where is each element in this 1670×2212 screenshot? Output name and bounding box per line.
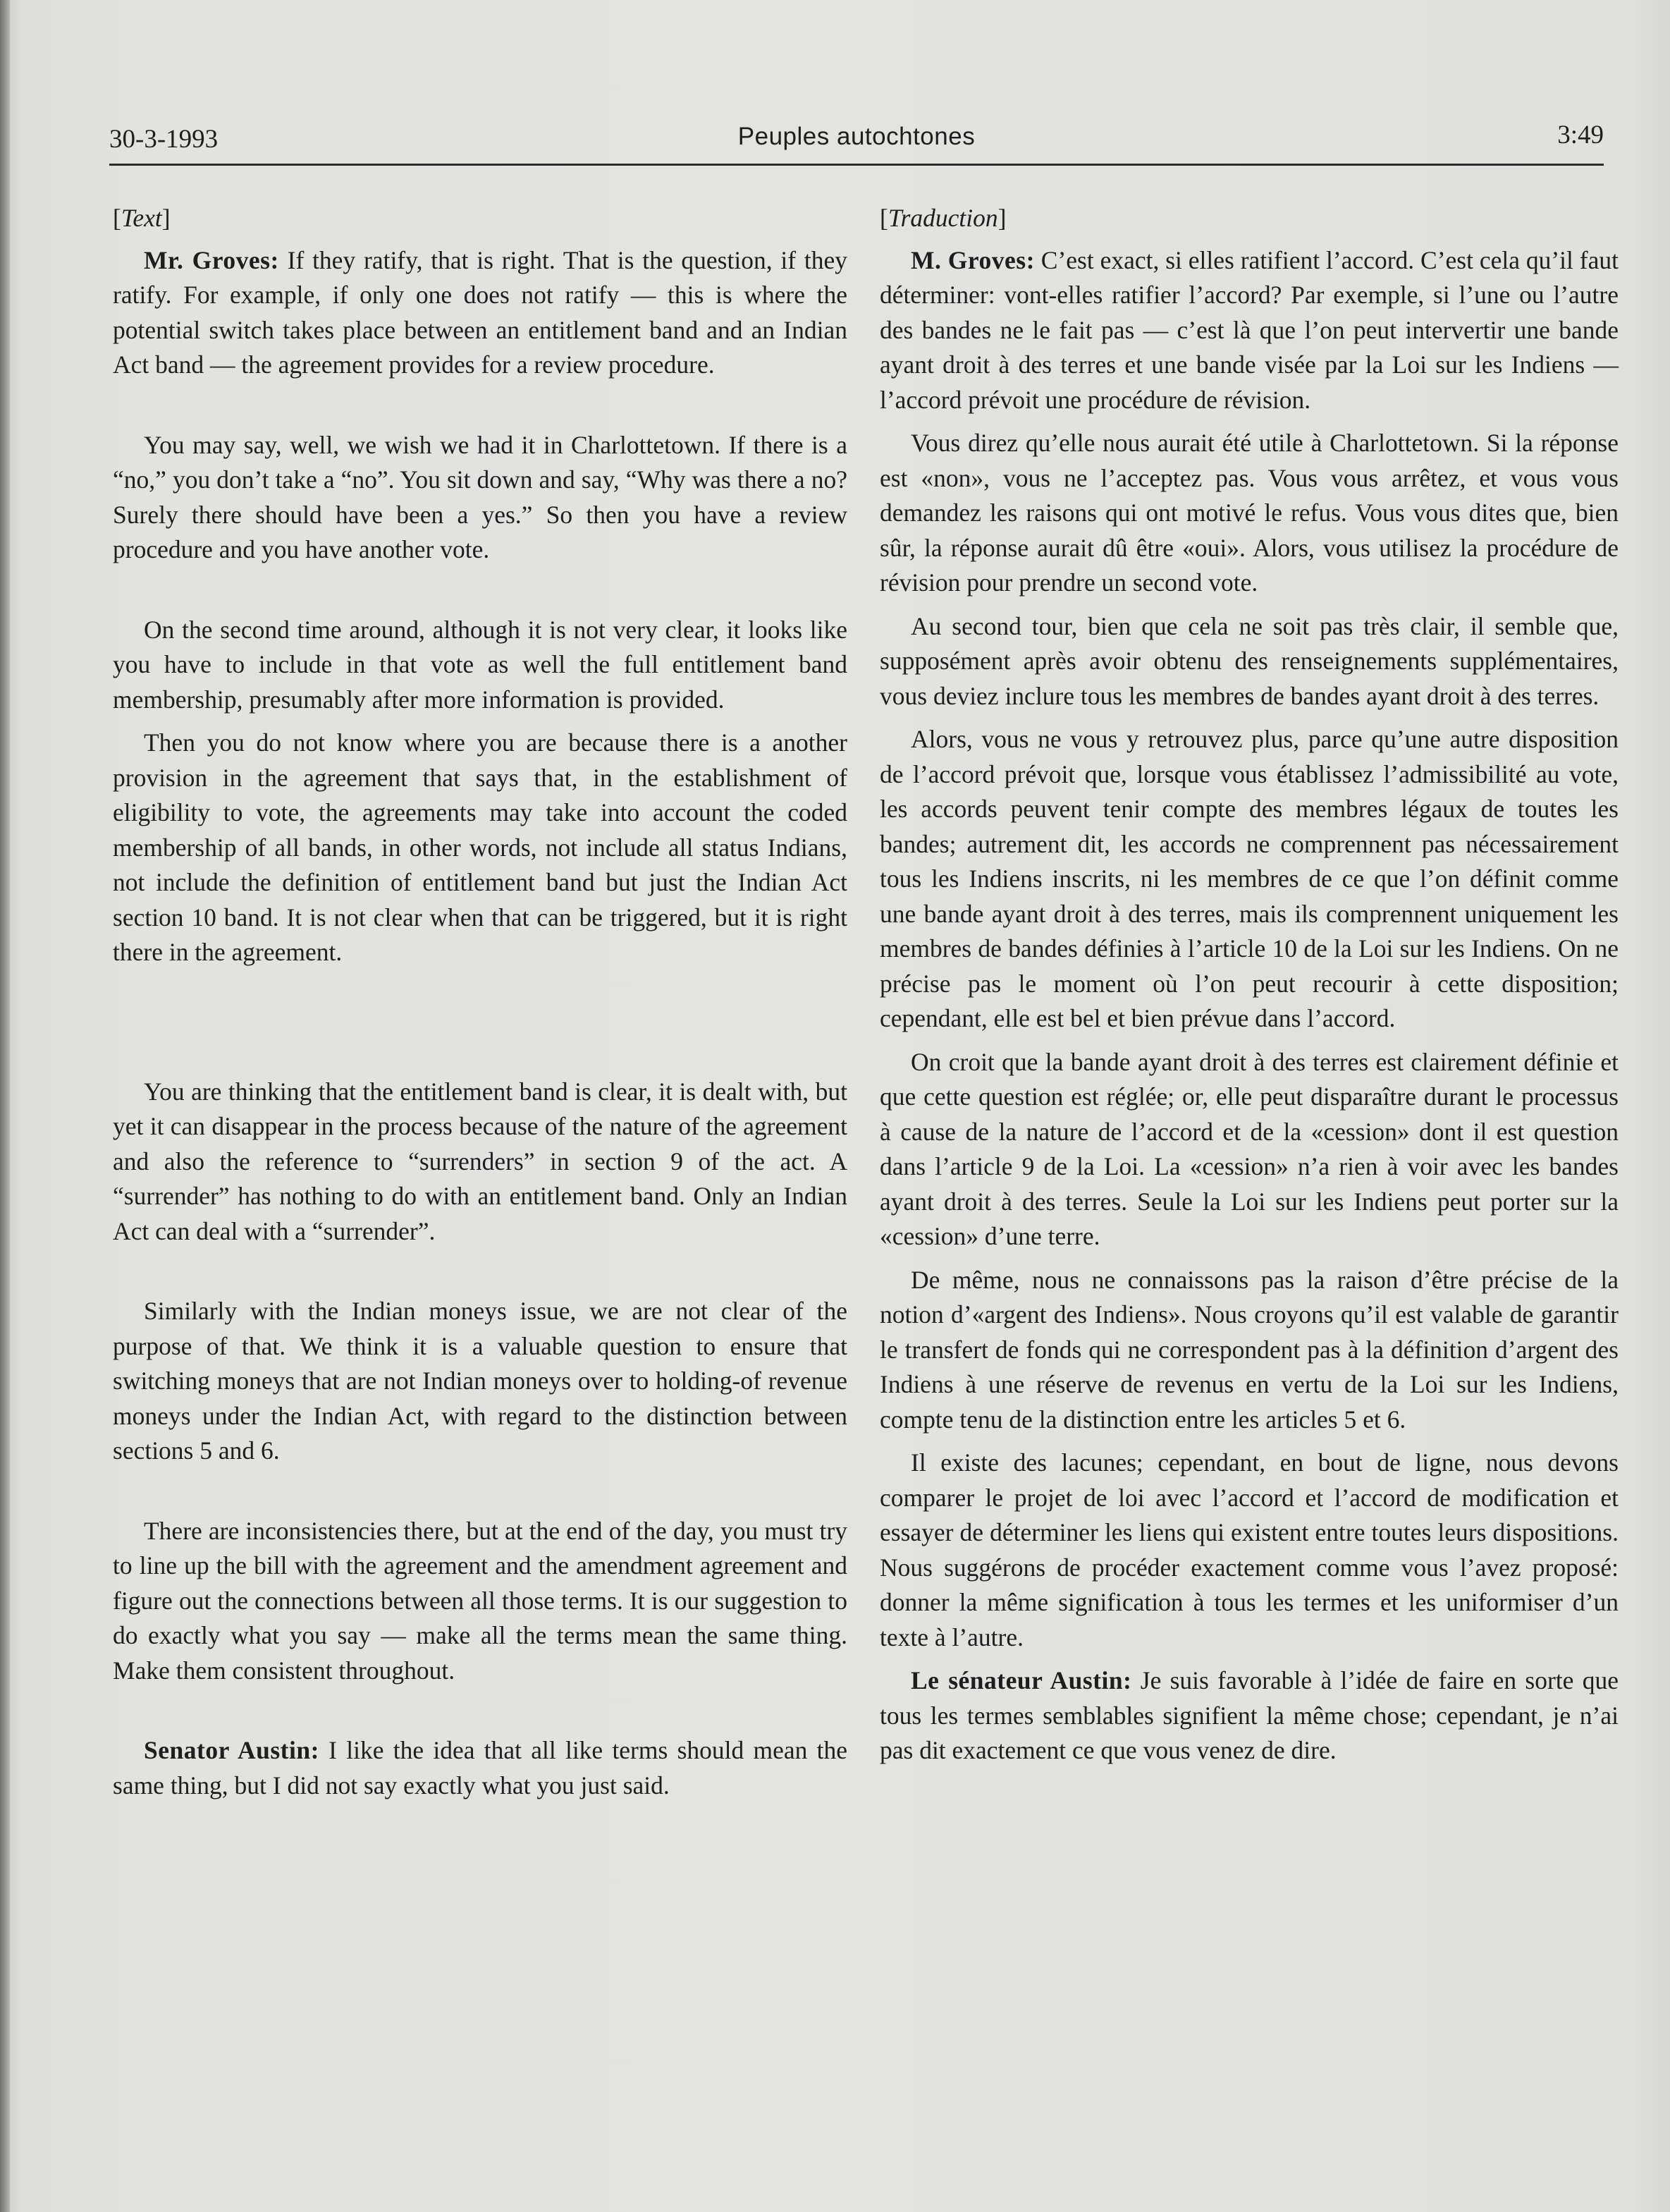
paragraph: You may say, well, we wish we had it in Charlottetown. If there is a “no,” you don’t take a “no”. You sit down and say, “Why was there a no? Surely there should have been a yes.” So then you have a review procedure and you have another vote.: [113, 430, 847, 563]
paragraph: Senator Austin: I like the idea that all like terms should mean the same thing, but I did not say exactly what you just said.: [113, 1736, 847, 1799]
binding-edge: [0, 0, 10, 2212]
paragraph: On croit que la bande ayant droit à des terres est clairement définie et que cette question est réglée; or, elle peut disparaître durant le processus à cause de la nature de l’accord et de la «cession» dont il est question dans l’article 9 de la Loi. La «cession» n’a rien à voir avec les bandes ayant droit à des terres. Seule la Loi sur les Indiens peut porter sur la «cession» d’une terre.: [880, 1047, 1619, 1250]
paragraph: Vous direz qu’elle nous aurait été utile à Charlottetown. Si la réponse est «non», vous ne l’acceptez pas. Vous vous arrêtez, et vous vous demandez les raisons qui ont motivé le refus. Vous vous dites que, bien sûr, la réponse aurait dû être «oui». Alors, vous utilisez la procédure de révision pour prendre un second vote.: [880, 429, 1619, 597]
paragraph: Alors, vous ne vous y retrouvez plus, parce qu’une autre disposition de l’accord prévoit que, lorsque vous établissez l’admissibilité au vote, les accords peuvent tenir compte des membres légaux de toutes les bandes; autrement dit, les accords ne comprennent pas nécessairement tous les Indiens inscrits, ni les membres de ce que l’on définit comme une bande ayant droit à des terres, mais ils comprennent uniquement les membres de bandes définies à l’article 10 de la Loi sur les Indiens. On ne précise pas le moment où l’on peut recourir à cette disposition; cependant, elle est bel et bien prévue dans l’accord.: [880, 725, 1619, 1032]
speaker-name: Senator Austin:: [144, 1736, 319, 1764]
header-title: Peuples autochtones: [737, 123, 976, 150]
language-tag: [Text]: [113, 204, 171, 232]
paragraph: Then you do not know where you are because there is a another provision in the agreement that says that, in the establishment of eligibility to vote, the agreements may take into account the coded membership of all bands, in other words, not include all status Indians, not include the definition of entitlement band but just the Indian Act section 10 band. It is not clear when that can be triggered, but it is right there in the agreement.: [113, 728, 847, 966]
paragraph: Similarly with the Indian moneys issue, we are not clear of the purpose of that. We think it is a valuable question to ensure that switching moneys that are not Indian moneys over to holding-of revenue moneys under the Indian Act, with regard to the distinction between sections 5 and 6.: [113, 1297, 847, 1465]
speaker-name: M. Groves:: [911, 245, 1035, 274]
paragraph: Il existe des lacunes; cependant, en bout de ligne, nous devons comparer le projet de loi avec l’accord et l’accord de modification et essayer de déterminer les liens qui existent entre toutes leurs dispositions. Nous suggérons de procéder exactement comme vous l’avez proposé: donner la même signification à tous les termes et les uniformiser d’un texte à l’autre.: [880, 1448, 1619, 1651]
paragraph: On the second time around, although it is not very clear, it looks like you have to include in that vote as well the full entitlement band membership, presumably after more information is provided.: [113, 615, 847, 714]
paragraph: Le sénateur Austin: Je suis favorable à l’idée de faire en sorte que tous les termes semblables signifient la même chose; cependant, je n’ai pas dit exactement ce que vous venez de dire.: [880, 1666, 1619, 1764]
page-header: [109, 120, 1604, 162]
right-column-french: [880, 201, 1619, 1777]
page-number: 3:49: [1557, 121, 1604, 149]
speaker-name: Le sénateur Austin:: [911, 1666, 1132, 1694]
speaker-name: Mr. Groves:: [144, 245, 279, 274]
paragraph: M. Groves: C’est exact, si elles ratifient l’accord. C’est cela qu’il faut déterminer: vont-elles ratifier l’accord? Par exemple, si l’une ou l’autre des bandes ne le fait pas — c’est là que l’on peut intervertir une bande ayant droit à des terres et une bande visée par la Loi sur les Indiens — l’accord prévoit une procédure de révision.: [880, 245, 1619, 414]
paragraph: Mr. Groves: If they ratify, that is right. That is the question, if they ratify. For example, if only one does not ratify — this is where the potential switch takes place between an entitlement band and an Indian Act band — the agreement provides for a review procedure.: [113, 245, 847, 379]
header-rule: [109, 164, 1604, 166]
paragraph: De même, nous ne connaissons pas la raison d’être précise de la notion d’«argent des Indiens». Nous croyons qu’il est valable de garantir le transfert de fonds qui ne correspondent pas à la définition d’argent des Indiens à une réserve de revenus en vertu de la Loi sur les Indiens, compte tenu de la distinction entre les articles 5 et 6.: [880, 1265, 1619, 1434]
paragraph: You are thinking that the entitlement band is clear, it is dealt with, but yet it can disappear in the process because of the nature of the agreement and also the reference to “surrenders” in section 9 of the act. A “surrender” has nothing to do with an entitlement band. Only an Indian Act can deal with a “surrender”.: [113, 1077, 847, 1245]
language-tag: [Traduction]: [880, 204, 1007, 232]
paragraph: There are inconsistencies there, but at the end of the day, you must try to line up the bill with the agreement and the amendment agreement and figure out the connections between all those terms. It is our suggestion to do exactly what you say — make all the terms mean the same thing. Make them consistent throughout.: [113, 1516, 847, 1685]
left-column-english: [113, 201, 847, 1803]
paragraph: Au second tour, bien que cela ne soit pas très clair, il semble que, supposément après avoir obtenu des renseignements supplémentaires, vous deviez inclure tous les membres de bandes ayant droit à des terres.: [880, 611, 1619, 710]
header-date: 30-3-1993: [109, 125, 219, 154]
